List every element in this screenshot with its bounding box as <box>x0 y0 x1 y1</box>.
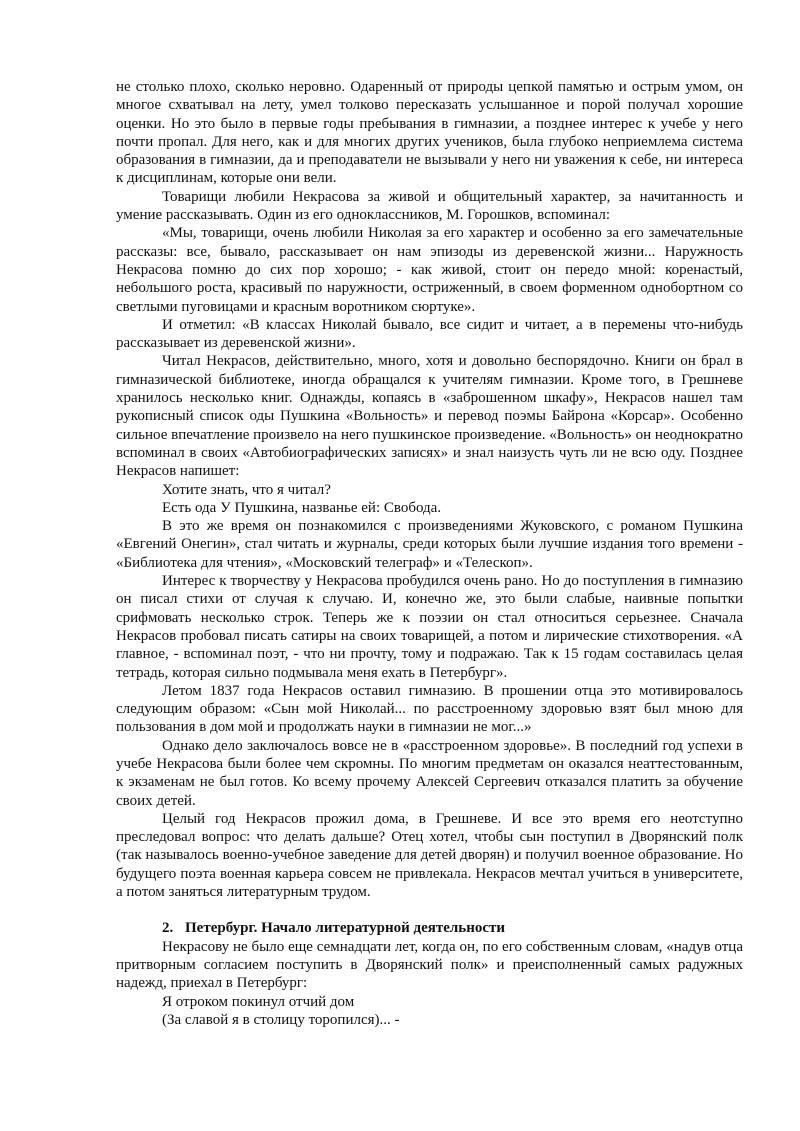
paragraph: Интерес к творчеству у Некрасова пробудился очень рано. Но до поступления в гимназию он писал стихи от случая к случаю. И, конечно же, это были слабые, наивные попытки срифмовать несколько строк. Теперь же к поэзии он стал относиться серьезнее. Сначала Некрасов пробовал писать сатиры на своих товарищей, а потом и лирические стихотворения. «А главное, - вспоминал поэт, - что ни прочту, тому и подражаю. Так к 15 годам составилась целая тетрадь, которая сильно подмывала меня ехать в Петербург». <box>116 573 743 681</box>
section-number: 2. <box>162 920 174 937</box>
paragraph: Товарищи любили Некрасова за живой и общительный характер, за начитанность и умение рассказывать. Один из его одноклассников, М. Горошков, вспоминал: <box>116 188 743 224</box>
quote-paragraph: «Мы, товарищи, очень любили Николая за его характер и особенно за его замечательные рассказы: все, бывало, рассказывает он нам эпизоды из деревенской жизни... Наружность Некрасова помню до сих пор хорошо; - как живой, стоит он передо мной: коренастый, небольшого роста, красивый по наружности, остриженный, в своем форменном однобортном со светлыми пуговицами и красным воротником сюртуке». <box>116 225 743 315</box>
paragraph: И отметил: «В классах Николай бывало, все сидит и читает, а в перемены что-нибудь рассказывает из деревенской жизни». <box>116 316 743 352</box>
paragraph: Некрасову не было еще семнадцати лет, когда он, по его собственным словам, «надув отца притворным согласием поступить в Дворянский полк» и преисполненный самых радужных надежд, приехал в Петербург: <box>116 938 743 992</box>
verse-line: Есть ода У Пушкина, названье ей: Свобода. <box>162 499 442 516</box>
verse-line: Я отроком покинул отчий дом <box>162 993 355 1010</box>
paragraph: Целый год Некрасов прожил дома, в Грешневе. И все это время его неотступно преследовал вопрос: что делать дальше? Отец хотел, чтобы сын поступил в Дворянский полк (так называлось военно-учебное заведение для детей дворян) и получил военное образование. Но будущего поэта военная карьера совсем не привлекала. Некрасов мечтал учиться в университете, а потом заняться литературным трудом. <box>116 810 743 901</box>
paragraph: В это же время он познакомился с произведениями Жуковского, с романом Пушкина «Евгений Онегин», стал читать и журналы, среди которых были лучшие издания того времени - «Библиотека для чтения», «Московский телеграф» и «Телескоп». <box>116 518 743 571</box>
verse-quote <box>116 993 743 1030</box>
section-spacer <box>116 901 743 919</box>
document-body <box>116 78 743 1029</box>
verse-quote <box>116 481 743 518</box>
paragraph: Однако дело заключалось вовсе не в «расстроенном здоровье». В последний год успехи в учебе Некрасова были более чем скромны. По многим предметам он оказался неаттестованным, к экзаменам не был готов. Ко всему прочему Алексей Сергеевич отказался платить за обучение своих детей. <box>116 737 743 809</box>
section-title: Петербург. Начало литературной деятельности <box>185 920 506 937</box>
paragraph: не столько плохо, сколько неровно. Одаренный от природы цепкой памятью и острым умом, он многое схватывал на лету, умел толково пересказать услышанное и порой получал хорошие оценки. Но это было в первые годы пребывания в гимназии, а позднее интерес к учебе у него почти пропал. Для него, как и для многих других учеников, была глубоко неприемлема система образования в гимназии, да и преподаватели не вызывали у него ни уважения к себе, ни интереса к дисциплинам, которые они вели. <box>116 79 743 187</box>
paragraph: Летом 1837 года Некрасов оставил гимназию. В прошении отца это мотивировалось следующим образом: «Сын мой Николай... по расстроенному здоровью взят был мною для пользования в дом мой и продолжать науки в гимназии не мог...» <box>116 682 743 736</box>
paragraph: Читал Некрасов, действительно, много, хотя и довольно беспорядочно. Книги он брал в гимназической библиотеке, иногда обращался к учителям гимназии. Кроме того, в Грешневе хранилось несколько книг. Однажды, копаясь в «заброшенном шкафу», Некрасов нашел там рукописный список оды Пушкина «Вольность» и перевод поэмы Байрона «Корсар». Особенно сильное впечатление произвело на него пушкинское произведение. «Вольность» он неоднократно вспоминал в своих «Автобиографических записях» и знал наизусть чуть ли не всю оду. Позднее Некрасов напишет: <box>116 353 743 480</box>
verse-line: Хотите знать, что я читал? <box>162 481 331 498</box>
verse-line: (За славой я в столицу торопился)... - <box>162 1011 400 1028</box>
section-heading <box>116 919 743 937</box>
